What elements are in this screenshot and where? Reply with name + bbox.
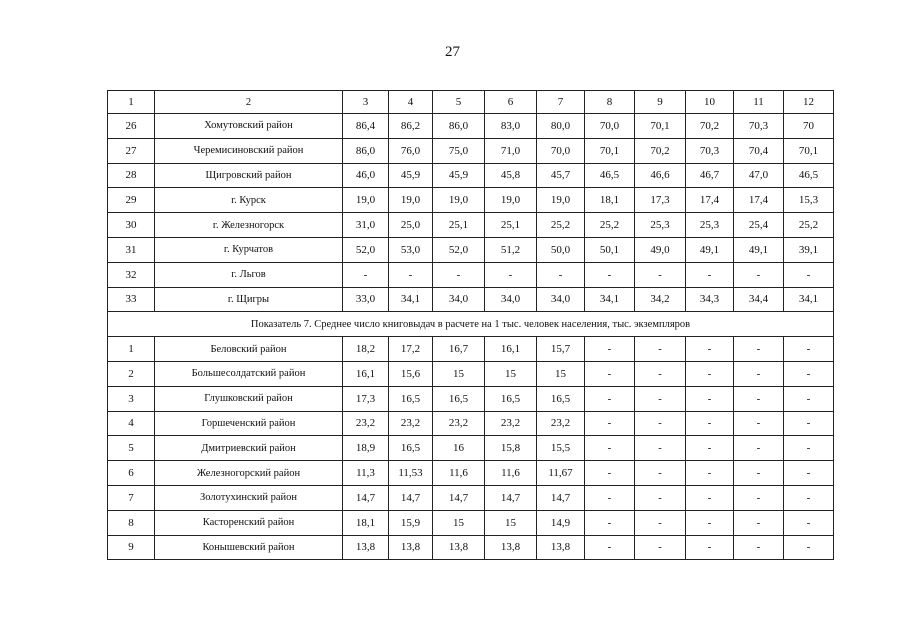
value-cell: 17,2 <box>389 337 433 362</box>
value-cell: - <box>734 411 784 436</box>
value-cell: - <box>585 411 635 436</box>
value-cell: - <box>784 485 834 510</box>
value-cell: - <box>784 436 834 461</box>
value-cell: 16,5 <box>389 386 433 411</box>
value-cell: 16,5 <box>433 386 485 411</box>
value-cell: 25,0 <box>389 213 433 238</box>
value-cell: - <box>734 461 784 486</box>
value-cell: 70,3 <box>686 138 734 163</box>
value-cell: - <box>585 436 635 461</box>
value-cell: - <box>635 262 686 287</box>
value-cell: 34,1 <box>389 287 433 312</box>
value-cell: - <box>734 485 784 510</box>
value-cell: 11,53 <box>389 461 433 486</box>
table-row <box>108 114 834 139</box>
value-cell: - <box>734 510 784 535</box>
value-cell: 17,4 <box>734 188 784 213</box>
table-body <box>108 91 834 560</box>
value-cell: 23,2 <box>433 411 485 436</box>
value-cell: 70,1 <box>635 114 686 139</box>
value-cell: 80,0 <box>537 114 585 139</box>
value-cell: 25,1 <box>485 213 537 238</box>
value-cell: 47,0 <box>734 163 784 188</box>
value-cell: - <box>734 535 784 560</box>
value-cell: - <box>635 436 686 461</box>
value-cell: 70,0 <box>537 138 585 163</box>
value-cell: 14,7 <box>537 485 585 510</box>
value-cell: 86,0 <box>343 138 389 163</box>
value-cell: - <box>734 436 784 461</box>
value-cell: 16,5 <box>485 386 537 411</box>
value-cell: 11,3 <box>343 461 389 486</box>
value-cell: 51,2 <box>485 237 537 262</box>
value-cell: - <box>686 485 734 510</box>
district-name-cell: Черемисиновский район <box>155 138 343 163</box>
district-name-cell: Большесолдатский район <box>155 361 343 386</box>
value-cell: 15 <box>485 510 537 535</box>
value-cell: 25,2 <box>537 213 585 238</box>
value-cell: - <box>784 386 834 411</box>
value-cell: 16,1 <box>485 337 537 362</box>
value-cell: 50,0 <box>537 237 585 262</box>
district-name-cell: Хомутовский район <box>155 114 343 139</box>
district-name-cell: г. Курчатов <box>155 237 343 262</box>
value-cell: - <box>585 262 635 287</box>
row-number-cell: 33 <box>108 287 155 312</box>
value-cell: - <box>784 461 834 486</box>
value-cell: 76,0 <box>389 138 433 163</box>
value-cell: 46,7 <box>686 163 734 188</box>
value-cell: 31,0 <box>343 213 389 238</box>
value-cell: 13,8 <box>537 535 585 560</box>
value-cell: 18,9 <box>343 436 389 461</box>
value-cell: - <box>635 461 686 486</box>
value-cell: 23,2 <box>485 411 537 436</box>
value-cell: 17,4 <box>686 188 734 213</box>
statistics-table <box>107 90 834 560</box>
value-cell: 16,5 <box>389 436 433 461</box>
value-cell: 34,3 <box>686 287 734 312</box>
value-cell: - <box>686 337 734 362</box>
value-cell: 16 <box>433 436 485 461</box>
value-cell: - <box>635 337 686 362</box>
value-cell: 14,9 <box>537 510 585 535</box>
value-cell: 86,0 <box>433 114 485 139</box>
value-cell: - <box>686 262 734 287</box>
district-name-cell: Конышевский район <box>155 535 343 560</box>
row-number-cell: 6 <box>108 461 155 486</box>
row-number-cell: 3 <box>108 386 155 411</box>
value-cell: - <box>485 262 537 287</box>
value-cell: - <box>585 386 635 411</box>
value-cell: - <box>433 262 485 287</box>
value-cell: 14,7 <box>389 485 433 510</box>
value-cell: - <box>635 535 686 560</box>
table-row <box>108 386 834 411</box>
row-number-cell: 4 <box>108 411 155 436</box>
section-row <box>108 312 834 337</box>
row-number-cell: 9 <box>108 535 155 560</box>
value-cell: 16,7 <box>433 337 485 362</box>
value-cell: - <box>585 485 635 510</box>
value-cell: 15,7 <box>537 337 585 362</box>
value-cell: - <box>635 411 686 436</box>
table-row <box>108 163 834 188</box>
row-number-cell: 31 <box>108 237 155 262</box>
district-name-cell: Глушковский район <box>155 386 343 411</box>
table-row <box>108 436 834 461</box>
value-cell: - <box>734 262 784 287</box>
value-cell: 14,7 <box>343 485 389 510</box>
value-cell: 13,8 <box>343 535 389 560</box>
value-cell: 15,8 <box>485 436 537 461</box>
value-cell: - <box>389 262 433 287</box>
value-cell: 13,8 <box>433 535 485 560</box>
district-name-cell: 2 <box>155 91 343 114</box>
value-cell: 34,0 <box>537 287 585 312</box>
value-cell: 15 <box>537 361 585 386</box>
value-cell: 75,0 <box>433 138 485 163</box>
value-cell: 12 <box>784 91 834 114</box>
value-cell: 18,1 <box>343 510 389 535</box>
value-cell: 25,4 <box>734 213 784 238</box>
row-number-cell: 2 <box>108 361 155 386</box>
value-cell: 25,3 <box>686 213 734 238</box>
value-cell: 49,1 <box>734 237 784 262</box>
value-cell: 70,3 <box>734 114 784 139</box>
value-cell: 86,2 <box>389 114 433 139</box>
value-cell: 86,4 <box>343 114 389 139</box>
value-cell: - <box>686 436 734 461</box>
value-cell: 46,6 <box>635 163 686 188</box>
table-row <box>108 138 834 163</box>
value-cell: 49,1 <box>686 237 734 262</box>
value-cell: 15,9 <box>389 510 433 535</box>
value-cell: 14,7 <box>485 485 537 510</box>
value-cell: 9 <box>635 91 686 114</box>
value-cell: 70,4 <box>734 138 784 163</box>
table-row <box>108 262 834 287</box>
table-row <box>108 213 834 238</box>
row-number-cell: 7 <box>108 485 155 510</box>
value-cell: 10 <box>686 91 734 114</box>
value-cell: - <box>635 510 686 535</box>
district-name-cell: г. Железногорск <box>155 213 343 238</box>
table-row <box>108 461 834 486</box>
value-cell: 4 <box>389 91 433 114</box>
table-row <box>108 237 834 262</box>
value-cell: 11,6 <box>433 461 485 486</box>
value-cell: 19,0 <box>389 188 433 213</box>
value-cell: 83,0 <box>485 114 537 139</box>
table-row <box>108 287 834 312</box>
header-row <box>108 91 834 114</box>
value-cell: 16,1 <box>343 361 389 386</box>
value-cell: 17,3 <box>635 188 686 213</box>
value-cell: - <box>585 510 635 535</box>
row-number-cell: 32 <box>108 262 155 287</box>
value-cell: 3 <box>343 91 389 114</box>
value-cell: 6 <box>485 91 537 114</box>
district-name-cell: Дмитриевский район <box>155 436 343 461</box>
value-cell: 50,1 <box>585 237 635 262</box>
table-row <box>108 361 834 386</box>
value-cell: - <box>784 535 834 560</box>
value-cell: 34,0 <box>433 287 485 312</box>
value-cell: - <box>686 411 734 436</box>
district-name-cell: г. Щигры <box>155 287 343 312</box>
district-name-cell: Железногорский район <box>155 461 343 486</box>
value-cell: 52,0 <box>433 237 485 262</box>
row-number-cell: 28 <box>108 163 155 188</box>
value-cell: 11 <box>734 91 784 114</box>
value-cell: 18,2 <box>343 337 389 362</box>
district-name-cell: Золотухинский район <box>155 485 343 510</box>
value-cell: - <box>784 361 834 386</box>
value-cell: 23,2 <box>537 411 585 436</box>
value-cell: 45,9 <box>433 163 485 188</box>
value-cell: - <box>686 510 734 535</box>
table-row <box>108 535 834 560</box>
row-number-cell: 26 <box>108 114 155 139</box>
row-number-cell: 29 <box>108 188 155 213</box>
value-cell: 25,2 <box>784 213 834 238</box>
value-cell: 53,0 <box>389 237 433 262</box>
value-cell: 34,4 <box>734 287 784 312</box>
row-number-cell: 1 <box>108 337 155 362</box>
value-cell: 8 <box>585 91 635 114</box>
value-cell: 46,5 <box>784 163 834 188</box>
value-cell: 25,3 <box>635 213 686 238</box>
value-cell: - <box>686 461 734 486</box>
table-row <box>108 337 834 362</box>
row-number-cell: 1 <box>108 91 155 114</box>
value-cell: 15,5 <box>537 436 585 461</box>
value-cell: 70 <box>784 114 834 139</box>
value-cell: - <box>585 337 635 362</box>
value-cell: - <box>686 386 734 411</box>
value-cell: 39,1 <box>784 237 834 262</box>
district-name-cell: г. Курск <box>155 188 343 213</box>
district-name-cell: Щигровский район <box>155 163 343 188</box>
district-name-cell: г. Льгов <box>155 262 343 287</box>
value-cell: 19,0 <box>343 188 389 213</box>
value-cell: - <box>734 386 784 411</box>
value-cell: 18,1 <box>585 188 635 213</box>
row-number-cell: 27 <box>108 138 155 163</box>
value-cell: 70,2 <box>635 138 686 163</box>
value-cell: 25,2 <box>585 213 635 238</box>
value-cell: 34,1 <box>585 287 635 312</box>
table-row <box>108 411 834 436</box>
district-name-cell: Беловский район <box>155 337 343 362</box>
table-row <box>108 510 834 535</box>
value-cell: 7 <box>537 91 585 114</box>
value-cell: 70,1 <box>585 138 635 163</box>
value-cell: 19,0 <box>485 188 537 213</box>
table-row <box>108 485 834 510</box>
table-row <box>108 188 834 213</box>
row-number-cell: 8 <box>108 510 155 535</box>
value-cell: 45,9 <box>389 163 433 188</box>
row-number-cell: 5 <box>108 436 155 461</box>
value-cell: - <box>585 535 635 560</box>
value-cell: - <box>635 485 686 510</box>
value-cell: 52,0 <box>343 237 389 262</box>
value-cell: 23,2 <box>389 411 433 436</box>
district-name-cell: Касторенский район <box>155 510 343 535</box>
value-cell: 70,2 <box>686 114 734 139</box>
value-cell: 14,7 <box>433 485 485 510</box>
value-cell: - <box>784 337 834 362</box>
value-cell: 70,0 <box>585 114 635 139</box>
page-number: 27 <box>445 44 460 60</box>
value-cell: 45,8 <box>485 163 537 188</box>
value-cell: 70,1 <box>784 138 834 163</box>
value-cell: - <box>343 262 389 287</box>
value-cell: 33,0 <box>343 287 389 312</box>
section-title: Показатель 7. Среднее число книговыдач в расчете на 1 тыс. человек населения, тыс. экземпляров <box>108 312 834 337</box>
district-name-cell: Горшеченский район <box>155 411 343 436</box>
value-cell: 34,0 <box>485 287 537 312</box>
value-cell: - <box>734 361 784 386</box>
value-cell: 15,3 <box>784 188 834 213</box>
value-cell: 11,6 <box>485 461 537 486</box>
value-cell: 45,7 <box>537 163 585 188</box>
value-cell: 13,8 <box>389 535 433 560</box>
value-cell: - <box>635 386 686 411</box>
value-cell: - <box>686 535 734 560</box>
value-cell: - <box>635 361 686 386</box>
value-cell: - <box>784 411 834 436</box>
value-cell: - <box>585 461 635 486</box>
value-cell: 46,0 <box>343 163 389 188</box>
value-cell: 34,1 <box>784 287 834 312</box>
value-cell: - <box>784 510 834 535</box>
row-number-cell: 30 <box>108 213 155 238</box>
value-cell: 19,0 <box>433 188 485 213</box>
value-cell: 46,5 <box>585 163 635 188</box>
value-cell: - <box>734 337 784 362</box>
value-cell: 19,0 <box>537 188 585 213</box>
value-cell: 49,0 <box>635 237 686 262</box>
value-cell: 23,2 <box>343 411 389 436</box>
value-cell: 13,8 <box>485 535 537 560</box>
value-cell: 11,67 <box>537 461 585 486</box>
value-cell: 15 <box>433 510 485 535</box>
value-cell: - <box>537 262 585 287</box>
value-cell: 15,6 <box>389 361 433 386</box>
value-cell: 34,2 <box>635 287 686 312</box>
value-cell: 16,5 <box>537 386 585 411</box>
value-cell: 17,3 <box>343 386 389 411</box>
value-cell: 5 <box>433 91 485 114</box>
value-cell: 71,0 <box>485 138 537 163</box>
value-cell: 15 <box>485 361 537 386</box>
value-cell: - <box>686 361 734 386</box>
value-cell: 15 <box>433 361 485 386</box>
value-cell: - <box>585 361 635 386</box>
value-cell: - <box>784 262 834 287</box>
value-cell: 25,1 <box>433 213 485 238</box>
